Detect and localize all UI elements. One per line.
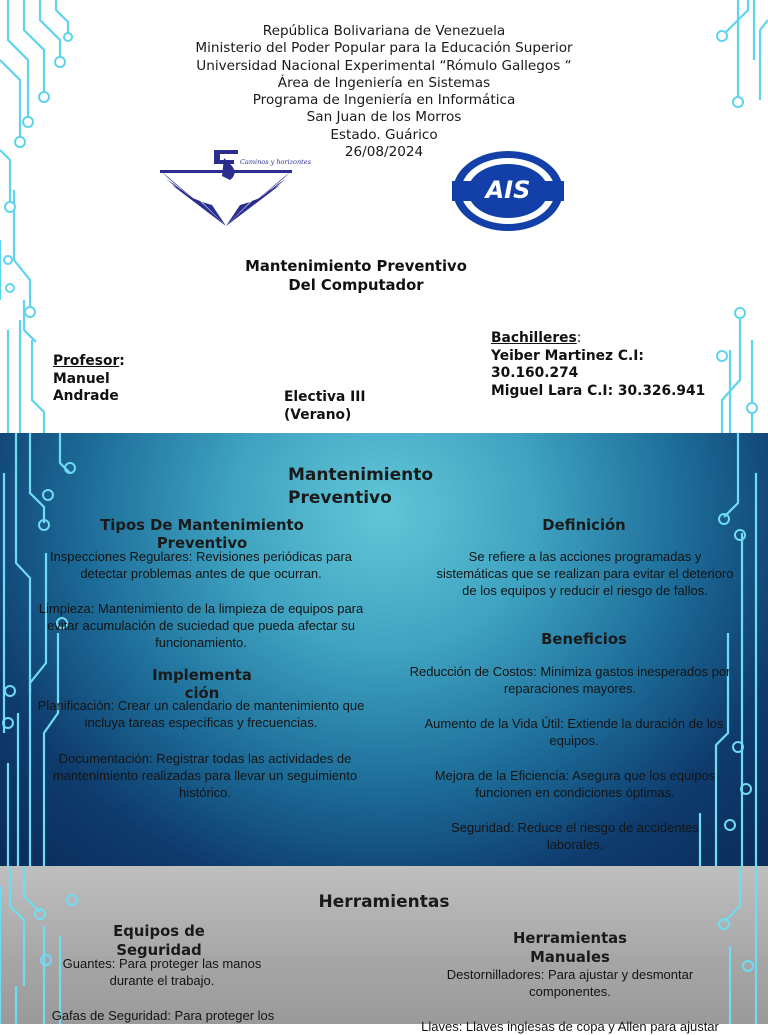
manual-tools-heading (470, 929, 670, 967)
benefits-paragraph: Aumento de la Vida Útil: Extiende la duración de los equipos. (424, 716, 724, 749)
presentation-title (200, 257, 512, 295)
ais-logo (452, 150, 564, 232)
title-line: Del Computador (288, 277, 424, 294)
header-line: República Bolivariana de Venezuela (262, 23, 506, 39)
types-paragraph: Limpieza: Mantenimiento de la limpieza de equipos para evitar acumulación de suciedad que pueda afectar su funcionamiento. (38, 601, 364, 651)
heading-line: ción (184, 685, 220, 702)
professor-name: Andrade (53, 388, 119, 404)
cover-slide (0, 0, 768, 433)
student-1: Yeiber Martinez C.I: (491, 347, 644, 364)
heading-line: Herramientas (513, 930, 627, 947)
benefits-paragraph: Reducción de Costos: Minimiza gastos inesperados por reparaciones mayores. (409, 664, 731, 697)
header-line: Área de Ingeniería en Sistemas (277, 74, 491, 91)
tools-title: Herramientas (318, 892, 450, 912)
professor-colon: : (119, 353, 125, 369)
professor-block (53, 353, 125, 406)
professor-name: Manuel (53, 370, 110, 387)
institution-header (120, 23, 648, 161)
section-title (288, 464, 433, 510)
header-line: Universidad Nacional Experimental “Rómulo Gallegos “ (196, 57, 572, 74)
heading-line: Seguridad (116, 942, 202, 959)
title-line: Mantenimiento (288, 465, 434, 485)
heading-line: Equipos de (113, 923, 205, 940)
safety-paragraph: Guantes: Para proteger las manos durante el trabajo. (62, 956, 262, 989)
heading-line: Manuales (530, 949, 610, 966)
logo-caption: Caminos y horizontes (240, 158, 311, 166)
manual-tools-paragraph: Destornilladores: Para ajustar y desmontar componentes. (446, 967, 694, 1000)
title-line: Preventivo (288, 488, 392, 508)
maintenance-slide (0, 433, 768, 866)
students-block (491, 330, 705, 400)
student-2: Miguel Lara C.I: 30.326.941 (491, 382, 706, 399)
safety-paragraph: Gafas de Seguridad: Para proteger los (51, 1008, 275, 1023)
header-line: Estado. Guárico (330, 126, 438, 143)
students-label: Bachilleres (491, 330, 577, 346)
implementation-paragraph: Documentación: Registrar todas las actividades de mantenimiento realizadas para llevar un seguimiento histórico. (52, 751, 358, 801)
header-line: 26/08/2024 (344, 144, 424, 161)
title-line: Mantenimiento Preventivo (245, 258, 467, 275)
benefits-paragraph: Seguridad: Reduce el riesgo de accidentes laborales. (451, 820, 699, 853)
header-line: Ministerio del Poder Popular para la Educación Superior (195, 40, 573, 57)
benefits-paragraph: Mejora de la Eficiencia: Asegura que los equipos funcionen en condiciones óptimas. (434, 768, 716, 801)
university-logo (160, 148, 311, 226)
ais-logo-text: AIS (485, 176, 531, 204)
types-paragraph: Inspecciones Regulares: Revisiones periódicas para detectar problemas antes de que ocurran. (49, 549, 353, 582)
heading-line: Implementa (152, 667, 252, 684)
course-name: Electiva III (284, 389, 366, 405)
header-line: San Juan de los Morros (306, 109, 462, 126)
course-block (284, 389, 366, 424)
students-colon: : (576, 330, 582, 346)
tools-slide (0, 866, 768, 1034)
student-1-id: 30.160.274 (491, 365, 579, 381)
heading-line: Tipos De Mantenimiento (100, 517, 304, 534)
course-term: (Verano) (284, 406, 352, 423)
benefits-heading: Beneficios (541, 631, 627, 648)
heading-line: Preventivo (156, 535, 248, 552)
definition-heading: Definición (542, 517, 626, 534)
implementation-paragraph: Planificación: Crear un calendario de mantenimiento que incluya tareas específicas y frecuencias. (37, 698, 365, 731)
header-line: Programa de Ingeniería en Informática (252, 92, 516, 109)
definition-paragraph: Se refiere a las acciones programadas y sistemáticas que se realizan para evitar el deterioro de los equipos y reducir el riesgo de fallos. (436, 549, 734, 599)
professor-label: Profesor (53, 353, 120, 369)
manual-tools-paragraph: Llaves: Llaves inglesas de copa y Allen para ajustar (421, 1019, 719, 1034)
